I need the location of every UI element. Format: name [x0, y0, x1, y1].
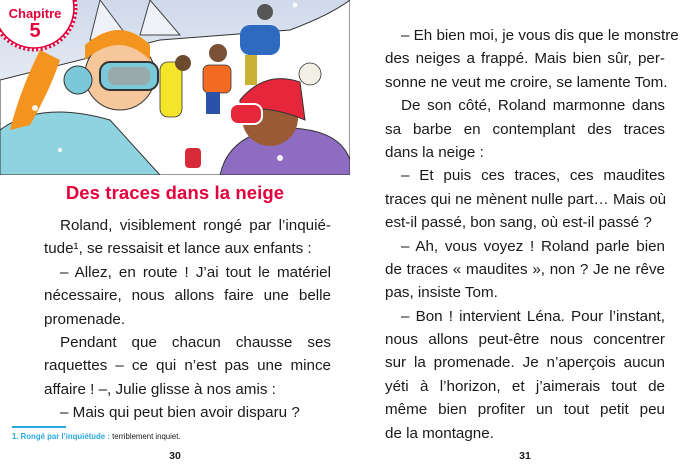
footnote-definition: terriblement inquiet.	[109, 432, 181, 441]
right-body-text	[385, 24, 679, 445]
text-line: traces qui ne mènent nulle part… Mais où	[385, 190, 667, 208]
text-line: de la montagne.	[385, 424, 494, 442]
text-line: pas, insiste Tom.	[385, 284, 498, 302]
text-line: tude¹, se ressaisit et lance aux enfants :	[44, 240, 312, 258]
text-line: – Allez, en route ! J’ai tout le matériel	[60, 263, 331, 281]
text-line: sonne ne veut me croire, se lamente Tom.	[385, 73, 668, 91]
page-number-left: 30	[169, 450, 181, 462]
text-line: Pendant que chacun chausse ses	[60, 333, 331, 351]
right-page	[350, 0, 700, 475]
footnote-divider	[12, 426, 66, 428]
footnote-term: 1. Rongé par l’inquiétude :	[12, 432, 110, 441]
text-line: nécessaire, nous allons faire une belle	[44, 287, 331, 305]
text-line: affaire ! –, Julie glisse à nos amis :	[44, 380, 276, 398]
text-line: Roland, visiblement rongé par l’inquié-	[60, 217, 331, 234]
text-line: – Eh bien moi, je vous dis que le monstre	[401, 27, 679, 44]
text-line: nous allons peut-être nous concentrer	[385, 331, 665, 349]
text-line: yéti à l’horizon, et j’aimerais tout de	[385, 377, 665, 395]
chapter-number: 5	[29, 20, 41, 42]
text-line: promenade.	[44, 310, 126, 328]
text-line: De son côté, Roland marmonne dans	[401, 97, 665, 115]
text-line: – Mais qui peut bien avoir disparu ?	[60, 404, 300, 422]
text-line: sa barbe en contemplant des traces	[385, 120, 665, 138]
text-line: même bien profiter un tout petit peu	[385, 401, 665, 419]
text-line: – Bon ! intervient Léna. Pour l’instant,	[401, 307, 665, 325]
text-line: – Et puis ces traces, ces maudites	[401, 167, 665, 185]
text-line: dans la neige :	[385, 143, 484, 161]
text-line: sur la promenade. Je n’aperçois aucun	[385, 354, 665, 372]
chapter-title: Des traces dans la neige	[65, 182, 285, 203]
text-line: raquettes – ce qui n’est pas une mince	[44, 357, 331, 375]
chapter-badge	[0, 0, 80, 54]
page-number-right: 31	[519, 450, 531, 462]
text-line: – Ah, vous voyez ! Roland parle bien	[401, 237, 665, 255]
footnote	[12, 432, 181, 441]
text-line: des neiges a frappé. Mais bien sûr, per-	[385, 50, 665, 68]
chapter-label: Chapitre	[8, 6, 62, 21]
text-line: de traces « maudites », non ? Je ne rêve	[385, 260, 665, 278]
text-line: est-il passé, bon sang, où est-il passé ?	[385, 214, 652, 232]
left-body-text	[44, 214, 331, 425]
